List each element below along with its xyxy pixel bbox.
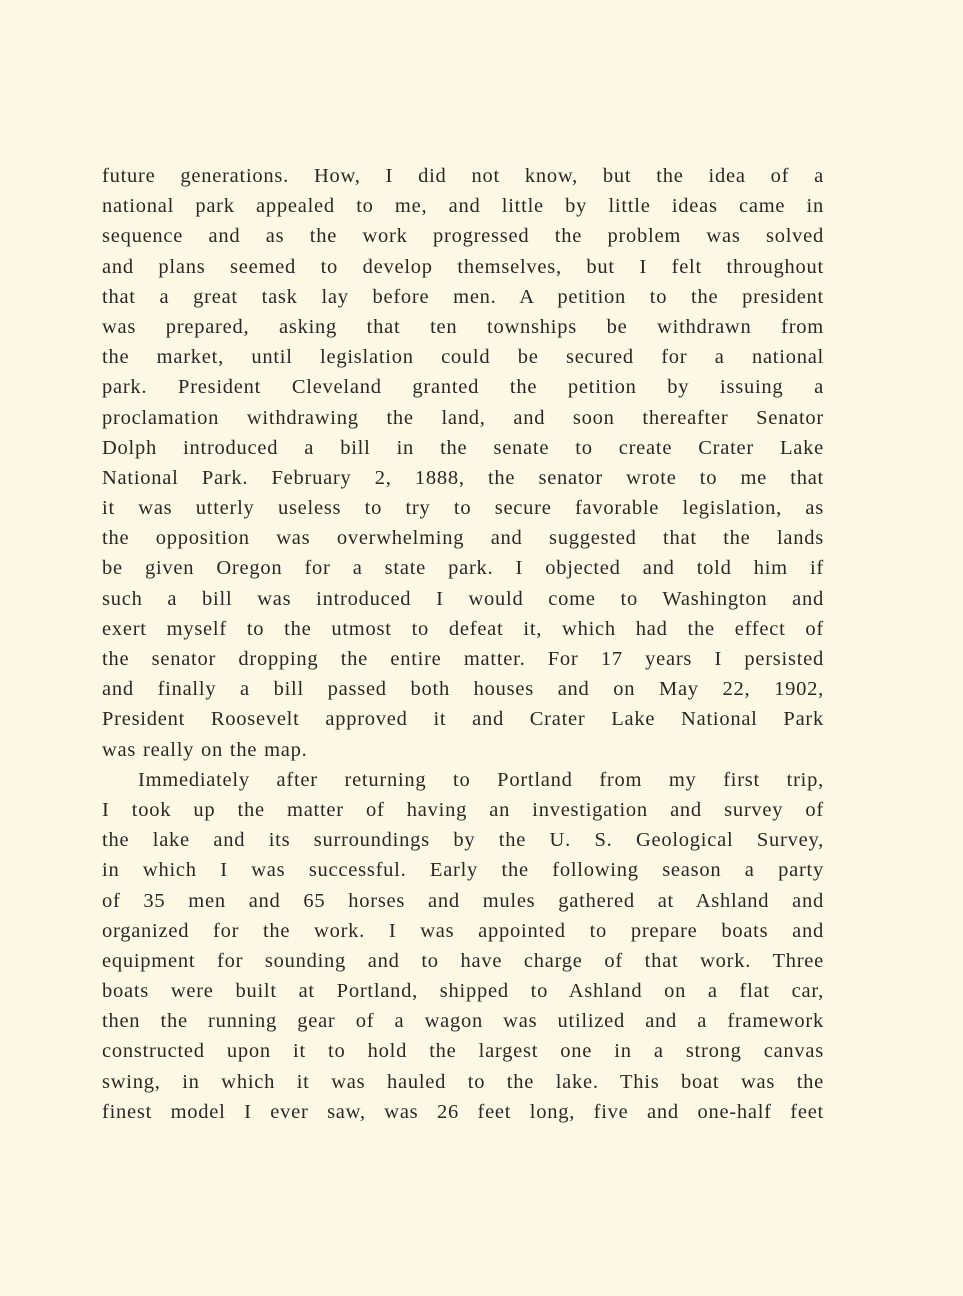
text-line: I took up the matter of having an investigation and survey of (102, 798, 824, 821)
text-line: organized for the work. I was appointed to prepare boats and (102, 919, 824, 942)
text-line: the opposition was overwhelming and suggested that the lands (102, 527, 824, 550)
text-line: of 35 men and 65 horses and mules gathered at Ashland and (102, 889, 824, 912)
text-line: President Roosevelt approved it and Crater Lake National Park (102, 708, 824, 731)
paragraph-first-line: Immediately after returning to Portland from my first trip, (138, 768, 824, 791)
text-line: then the running gear of a wagon was utilized and a framework (102, 1010, 824, 1033)
text-line: was prepared, asking that ten townships be withdrawn from (102, 315, 824, 338)
body-text (102, 161, 824, 1127)
text-line: swing, in which it was hauled to the lake. This boat was the (102, 1070, 824, 1093)
text-line: the senator dropping the entire matter. For 17 years I persisted (102, 648, 824, 670)
text-line: park. President Cleveland granted the petition by issuing a (102, 376, 824, 399)
text-line: the lake and its surroundings by the U. S. Geological Survey, (102, 829, 824, 852)
text-line: exert myself to the utmost to defeat it, which had the effect of (102, 617, 824, 640)
paragraph-last-line: was really on the map. (102, 738, 308, 761)
text-line: be given Oregon for a state park. I objected and told him if (102, 557, 824, 580)
text-line: constructed upon it to hold the largest one in a strong canvas (102, 1040, 824, 1063)
text-line: boats were built at Portland, shipped to Ashland on a flat car, (102, 980, 824, 1003)
text-line: such a bill was introduced I would come to Washington and (102, 587, 824, 610)
text-line: equipment for sounding and to have charge of that work. Three (102, 949, 824, 972)
text-line: that a great task lay before men. A petition to the president (102, 285, 824, 308)
text-line: sequence and as the work progressed the problem was solved (102, 225, 824, 248)
text-line: finest model I ever saw, was 26 feet long, five and one-half feet (102, 1100, 824, 1123)
text-line: future generations. How, I did not know, but the idea of a (102, 165, 824, 187)
text-line: and finally a bill passed both houses and on May 22, 1902, (102, 678, 824, 701)
text-line: Dolph introduced a bill in the senate to create Crater Lake (102, 436, 824, 459)
text-line: proclamation withdrawing the land, and soon thereafter Senator (102, 406, 824, 429)
text-line: national park appealed to me, and little by little ideas came in (102, 195, 824, 218)
text-line: National Park. February 2, 1888, the senator wrote to me that (102, 466, 824, 489)
text-line: it was utterly useless to try to secure favorable legislation, as (102, 497, 824, 520)
text-line: in which I was successful. Early the following season a party (102, 859, 824, 882)
text-line: and plans seemed to develop themselves, but I felt throughout (102, 255, 824, 278)
text-line: the market, until legislation could be secured for a national (102, 346, 824, 369)
